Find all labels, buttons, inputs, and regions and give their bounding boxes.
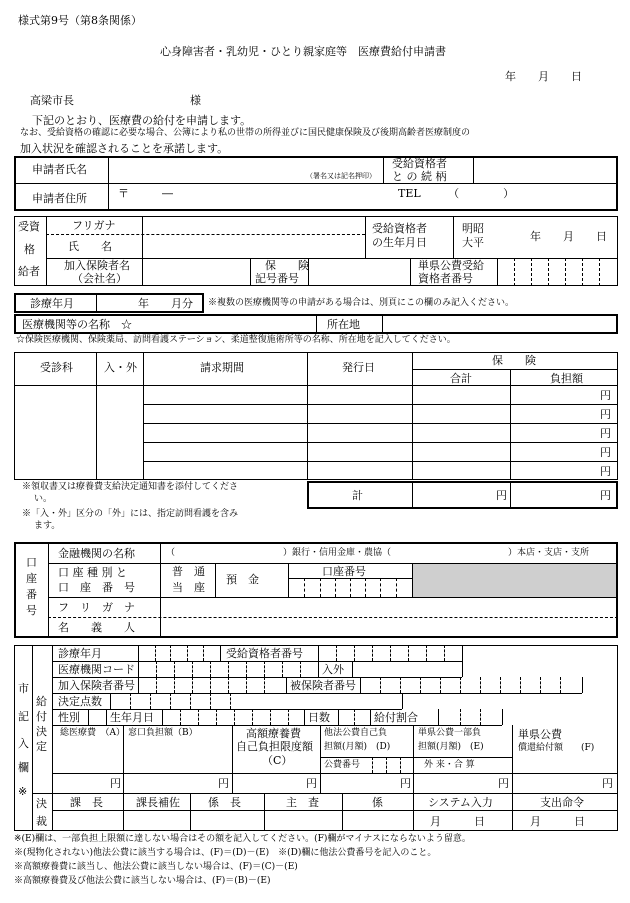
addressee-sama: 様 (190, 94, 201, 107)
yen-unit: 円 (496, 489, 507, 502)
era-label-2: 大平 (462, 236, 484, 249)
office-side-nyu: 入 (18, 737, 29, 750)
role-kakari: 係 (372, 796, 383, 809)
role-system-input: システム入力 (428, 796, 493, 809)
col-e-3: 外 来・合 算 (424, 760, 475, 770)
col-f-1: 単県公費 (518, 728, 562, 741)
office-days: 日数 (308, 711, 330, 724)
yen-unit: 円 (600, 427, 611, 440)
kigo-label-1: 保 険 (265, 259, 309, 272)
col-c-2: 自己負担限度額 (236, 740, 313, 753)
date-line: 年 月 日 (505, 70, 582, 83)
intro-line-3: 加入状況を確認されることを承諾します。 (20, 142, 229, 155)
insurer-label-1: 加入保険者名 (64, 259, 130, 272)
yen-unit: 円 (600, 408, 611, 421)
yen-unit: 円 (400, 777, 411, 790)
form-title: 心身障害者・乳幼児・ひとり親家庭等 医療費給付申請書 (160, 45, 446, 58)
shinryo-note: ※複数の医療機関等の申請がある場合は、別頁にこの欄のみ記入ください。 (208, 298, 515, 308)
col-c-3: （C） (262, 754, 293, 767)
bank-side-2: 座 (26, 572, 37, 585)
office-kettei: 決定点数 (58, 695, 102, 708)
office-dob: 生年月日 (110, 711, 154, 724)
role-kacho: 課 長 (70, 796, 103, 809)
postal-mark: 〒 ― (118, 187, 173, 200)
acct-number-label: 口座番号 (322, 565, 366, 578)
addressee: 高梁市長 (30, 94, 74, 107)
shinryo-label: 診療年月 (30, 297, 74, 310)
col-issue-date: 発行日 (342, 361, 375, 374)
account-holder-label: 名 義 人 (58, 621, 135, 634)
bank-side-3: 番 (26, 588, 37, 601)
footnote-1: ※(E)欄は、一部負担上限額に達しない場合はその額を記入してください。(F)欄がマイナスにならないよう留意。 (14, 834, 471, 844)
office-sex: 性別 (58, 711, 80, 724)
shishutsu-md: 月 日 (530, 815, 585, 828)
kyufu-side-4: 定 (36, 740, 47, 753)
col-c-1: 高額療養費 (246, 727, 301, 740)
bank-side-1: 口 (26, 556, 37, 569)
kigo-label-2: 記号番号 (255, 272, 299, 285)
sign-note: （署名又は記名押印） (306, 172, 376, 180)
yen-unit: 円 (600, 389, 611, 402)
office-side-ran: 欄 (18, 761, 29, 774)
tel-field: TEL （ ） (398, 187, 515, 200)
yen-unit: 円 (600, 489, 611, 502)
col-e-2: 担額(月額) (E) (418, 742, 484, 752)
yen-unit: 円 (306, 777, 317, 790)
office-iryo-code: 医療機関コード (58, 663, 135, 676)
col-b: 窓口負担額（B） (128, 728, 198, 738)
inout-note-1b: ます。 (34, 521, 61, 531)
col-d-3: 公費番号 (324, 760, 361, 770)
yen-unit: 円 (498, 777, 509, 790)
pref-label-1: 単県公費受給 (418, 259, 484, 272)
yen-unit: 円 (600, 446, 611, 459)
office-side-kome: ※ (18, 785, 28, 798)
recipient-dob-label-1: 受給資格者 (372, 222, 427, 235)
kyufu-side-3: 決 (36, 725, 47, 738)
recipient-furigana-label: フリガナ (72, 219, 116, 232)
recipient-dob-label-2: の生年月日 (372, 236, 427, 249)
office-ratio: 給付割合 (374, 711, 418, 724)
yen-unit: 円 (600, 465, 611, 478)
bank-name-label: 金融機関の名称 (58, 547, 135, 560)
acct-type-label-2: 口 座 番 号 (58, 581, 135, 594)
col-d-1: 他法公費自己負 (324, 728, 388, 738)
institution-address-label: 所在地 (327, 318, 360, 331)
sum-label: 計 (352, 489, 363, 502)
insurer-label-2: （会社名） (72, 272, 127, 285)
kyufu-side-1: 給 (36, 695, 47, 708)
col-inout: 入・外 (104, 361, 137, 374)
system-md: 月 日 (430, 815, 485, 828)
office-kanyu-no: 加入保険者番号 (58, 679, 135, 692)
col-a: 総医療費 （A） (60, 728, 125, 738)
intro-line-2: なお、受給資格の確認に必要な場合、公簿により私の世帯の所得並びに国民健康保険及び後期高齢者医療制度の (20, 128, 471, 138)
acct-yokin: 預 金 (226, 573, 259, 586)
recipient-side-2: 格 (24, 243, 35, 256)
receipt-note-1: ※領収書又は療養費支給決定通知書を添付してくださ (22, 482, 239, 492)
role-kakaricho: 係 長 (208, 796, 241, 809)
footnote-3: ※高額療養費に該当し、他法公費に該当しない場合は、(F)＝(C)－(E) (14, 862, 298, 872)
footnote-4: ※高額療養費及び他法公費に該当しない場合は、(F)＝(B)－(E) (14, 876, 271, 886)
kessai-side-2: 裁 (36, 815, 47, 828)
yen-unit: 円 (218, 777, 229, 790)
intro-line-1: 下記のとおり、医療費の給付を申請します。 (32, 114, 252, 127)
col-burden: 負担額 (550, 372, 583, 385)
col-insurance: 保 険 (492, 354, 536, 367)
receipt-note-1b: い。 (34, 494, 53, 504)
recipient-name-label: 氏 名 (68, 240, 112, 253)
pref-label-2: 資格者番号 (418, 272, 473, 285)
kessai-side-1: 決 (36, 797, 47, 810)
kyufu-side-2: 付 (36, 710, 47, 723)
institution-label: 医療機関等の名称 ☆ (22, 318, 132, 331)
applicant-address-label: 申請者住所 (32, 192, 87, 205)
acct-touza: 当 座 (172, 581, 205, 594)
office-side-ki: 記 (18, 710, 29, 723)
recipient-side-1: 受資 (18, 220, 40, 233)
acct-futsuu: 普 通 (172, 565, 205, 578)
relation-label-1: 受給資格者 (392, 157, 447, 170)
institution-note: ☆保険医療機関、保険薬局、訪問看護ステーション、柔道整復施術所等の名称、所在地を記入してください。 (16, 335, 456, 345)
footnote-2: ※(現物化されない)他法公費に該当する場合は、(F)＝(D)－(E) ※(D)欄に他法公費番号を記入のこと。 (14, 848, 437, 858)
col-d-2: 担額(月額) (D) (324, 742, 391, 752)
form-number: 様式第9号（第8条関係） (18, 14, 142, 27)
yen-unit: 円 (602, 777, 613, 790)
relation-label-2: と の 続 柄 (392, 170, 447, 183)
role-hosa: 課長補佐 (136, 796, 180, 809)
bank-side-4: 号 (26, 604, 37, 617)
acct-type-label-1: 口 座 種 別 と (58, 566, 127, 579)
bank-furigana-label: フ リ ガ ナ (58, 601, 135, 614)
col-period: 請求期間 (200, 361, 244, 374)
office-hihoken-no: 被保険者番号 (290, 679, 356, 692)
office-side-shi: 市 (18, 682, 29, 695)
shinryo-value: 年 月分 (138, 297, 193, 310)
col-f-2: 償還給付額 (F) (518, 743, 595, 753)
yen-unit: 円 (110, 777, 121, 790)
recipient-side-3: 給者 (18, 265, 40, 278)
col-dept: 受診科 (40, 361, 73, 374)
bank-name-field: （ ）銀行・信用金庫・農協（ ）本店・支店・支所 (166, 548, 590, 558)
office-nyugai: 入外 (322, 663, 344, 676)
office-shinryo: 診療年月 (58, 647, 102, 660)
role-shishutsu: 支出命令 (540, 796, 584, 809)
role-shusa: 主 査 (286, 796, 319, 809)
col-total: 合計 (450, 372, 472, 385)
col-e-1: 単県公費一部負 (418, 728, 482, 738)
era-label-1: 明昭 (462, 222, 484, 235)
recipient-dob-ymd: 年 月 日 (530, 230, 607, 243)
applicant-name-label: 申請者氏名 (32, 163, 87, 176)
inout-note-1: ※「入・外」区分の「外」には、指定訪問看護を含み (22, 509, 239, 519)
office-jukyu-no: 受給資格者番号 (226, 647, 303, 660)
